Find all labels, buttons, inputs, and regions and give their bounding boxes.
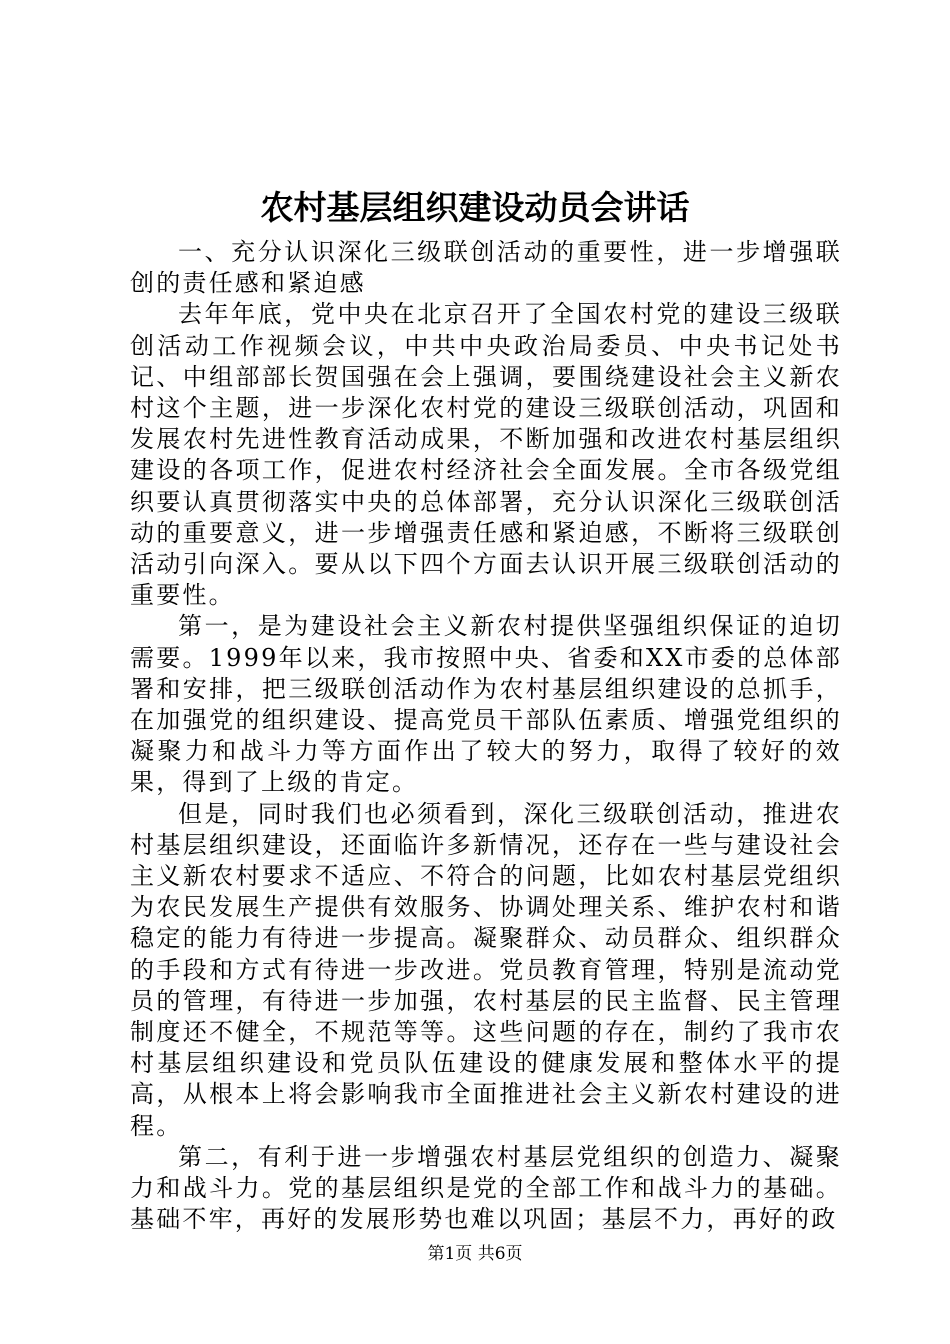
document-title: 农村基层组织建设动员会讲话 <box>260 188 690 227</box>
document-body <box>130 237 842 1236</box>
body-paragraph: 去年年底，党中央在北京召开了全国农村党的建设三级联创活动工作视频会议，中共中央政治局委员、中央书记处书记、中组部部长贺国强在会上强调，要围绕建设社会主义新农村这个主题，进一步深化农村党的建设三级联创活动，巩固和发展农村先进性教育活动成果，不断加强和改进农村基层组织建设的各项工作，促进农村经济社会全面发展。全市各级党组织要认真贯彻落实中央的总体部署，充分认识深化三级联创活动的重要意义，进一步增强责任感和紧迫感，不断将三级联创活动引向深入。要从以下四个方面去认识开展三级联创活动的重要性。 <box>130 300 842 610</box>
page-number-footer: 第1页 共6页 <box>427 1244 523 1264</box>
body-paragraph: 第二，有利于进一步增强农村基层党组织的创造力、凝聚力和战斗力。党的基层组织是党的全部工作和战斗力的基础。基础不牢，再好的发展形势也难以巩固；基层不力，再好的政 <box>130 1142 842 1234</box>
section-heading-paragraph: 一、充分认识深化三级联创活动的重要性，进一步增强联创的责任感和紧迫感 <box>130 238 842 298</box>
body-paragraph: 第一，是为建设社会主义新农村提供坚强组织保证的迫切需要。1999年以来，我市按照中央、省委和XX市委的总体部署和安排，把三级联创活动作为农村基层组织建设的总抓手，在加强党的组织建设、提高党员干部队伍素质、增强党组织的凝聚力和战斗力等方面作出了较大的努力，取得了较好的效果，得到了上级的肯定。 <box>130 612 842 797</box>
body-paragraph: 但是，同时我们也必须看到，深化三级联创活动，推进农村基层组织建设，还面临许多新情况，还存在一些与建设社会主义新农村要求不适应、不符合的问题，比如农村基层党组织为农民发展生产提供有效服务、协调处理关系、维护农村和谐稳定的能力有待进一步提高。凝聚群众、动员群众、组织群众的手段和方式有待进一步改进。党员教育管理，特别是流动党员的管理，有待进一步加强，农村基层的民主监督、民主管理制度还不健全，不规范等等。这些问题的存在，制约了我市农村基层组织建设和党员队伍建设的健康发展和整体水平的提高，从根本上将会影响我市全面推进社会主义新农村建设的进程。 <box>130 799 842 1140</box>
